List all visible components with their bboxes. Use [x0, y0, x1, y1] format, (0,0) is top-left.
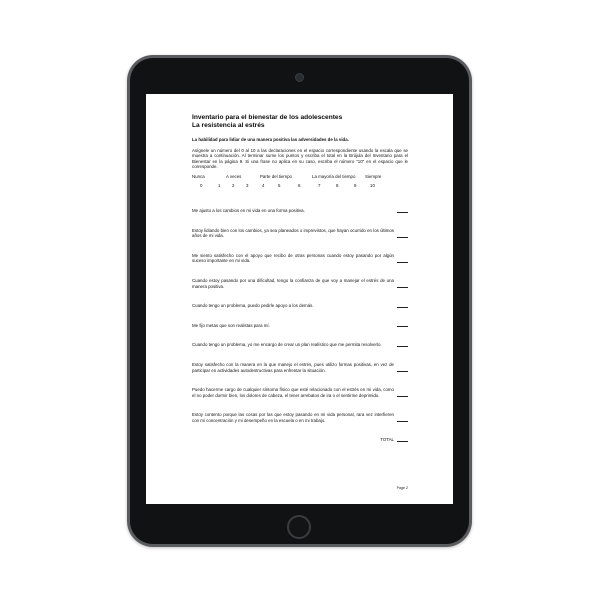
scale-number: 3 [246, 182, 249, 188]
statement-item [192, 253, 408, 264]
statement-item [192, 208, 408, 214]
document-subtitle: La habilidad para lidiar de una manera positiva las adversidades de la vida. [192, 137, 349, 142]
scale-label-mayoria: La mayoría del tiempo [312, 173, 356, 179]
score-blank[interactable] [397, 326, 408, 327]
document-title [192, 114, 408, 130]
tablet-screen [146, 94, 453, 504]
instructions-text: Asígnele un número del 0 al 10 a las declaraciones en el espacio correspondiente usando la escala que se muestra a continuación. Al terminar sume los puntos y escriba el total en la Brújula del Inventario para el Bienestar en la página 9. Si una frase no aplica en su caso, escriba el número "10" en el espacio que le corresponde. [192, 147, 408, 170]
score-blank[interactable] [397, 421, 408, 422]
scale-number: 0 [200, 182, 203, 188]
statement-text: Estoy satisfecho con la manera en la que manejo el estrés, pues utilizo formas positivas, en vez de participar en actividades autodestructivas para enfrentar la situación. [192, 361, 394, 373]
scale-label-parte-del-tiempo: Parte del tiempo [260, 173, 292, 179]
scale-number: 2 [232, 182, 235, 188]
score-blank[interactable] [397, 237, 408, 238]
statement-item [192, 323, 408, 329]
score-blank[interactable] [397, 307, 408, 308]
title-line-2: La resistencia al estrés [192, 122, 265, 129]
rating-scale [192, 174, 408, 190]
scale-number: 7 [318, 182, 321, 188]
scale-number: 6 [298, 182, 301, 188]
score-blank[interactable] [397, 287, 408, 288]
statement-text: Cuando estoy pasando por una dificultad, tengo la confianza de que voy a manejar el estrés de una manera positiva. [192, 277, 394, 289]
camera-icon [295, 73, 304, 82]
scale-label-siempre: Siempre [365, 173, 382, 179]
statement-item [192, 412, 408, 423]
score-blank[interactable] [397, 371, 408, 372]
score-blank[interactable] [397, 396, 408, 397]
statement-text: Cuando tengo un problema, yo me encargo de crear un plan realístico que me permita resolverlo. [192, 342, 382, 348]
statement-text: Estoy contento porque las cosas por las que estoy pasando en mi vida personal, rara vez interfieren con mi concentración y mi desempeño en la escuela o en mi trabajo. [192, 412, 394, 423]
statement-item [192, 228, 408, 239]
title-line-1: Inventario para el bienestar de los adolescentes [192, 114, 343, 121]
score-blank[interactable] [397, 262, 408, 263]
statement-item [192, 362, 408, 373]
statement-text: Estoy lidiando bien con los cambios, ya sea planeados o imprevistos, que hayan ocurrido en los últimos años de mi vida. [192, 227, 394, 239]
statement-item [192, 278, 408, 289]
statement-text: Cuando tengo un problema, puedo pedirle apoyo a los demás. [192, 303, 314, 309]
total-label: TOTAL [380, 437, 394, 443]
page-number: Page 2 [396, 486, 408, 490]
scale-label-nunca: Nunca [192, 173, 205, 179]
total-blank[interactable] [397, 441, 408, 442]
scale-number: 4 [262, 182, 265, 188]
score-blank[interactable] [397, 346, 408, 347]
statement-text: Me ajusto a los cambios en mi vida en una forma positiva. [192, 207, 305, 213]
scale-number: 9 [354, 182, 357, 188]
home-button[interactable] [287, 515, 311, 539]
scale-number: 5 [278, 182, 281, 188]
statement-text: Puedo hacerme cargo de cualquier síntoma físico que esté relacionado con el estrés en mi vida, como el no poder dormir bien, los dolores de cabeza, el tener arrebatos de ira o el sentirme deprimido. [192, 387, 394, 398]
statement-item [192, 342, 408, 348]
statement-item [192, 387, 408, 398]
statement-text: Me fijo metas que son realistas para mí. [192, 322, 270, 328]
scale-number: 8 [336, 182, 339, 188]
document-page [192, 114, 408, 443]
scale-number: 10 [370, 182, 375, 188]
total-row [192, 437, 408, 443]
statement-list [192, 208, 408, 424]
score-blank[interactable] [397, 212, 408, 213]
scale-number: 1 [218, 182, 221, 188]
statement-item [192, 303, 408, 309]
scale-label-a-veces: A veces [226, 173, 242, 179]
statement-text: Me siento satisfecho con el apoyo que recibo de otras personas cuando estoy pasando por algún suceso importante en mi vida. [192, 252, 394, 264]
